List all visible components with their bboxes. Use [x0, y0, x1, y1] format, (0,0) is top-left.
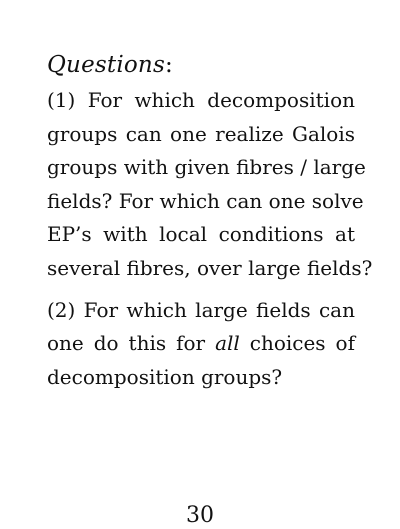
- questions-heading-word: Questions: [47, 52, 165, 78]
- page-number: 30: [186, 503, 214, 528]
- questions-heading: [47, 48, 355, 82]
- question-2-text: choices of: [239, 331, 355, 356]
- question-2-text: one do this for: [47, 331, 216, 356]
- question-1-line: (1) For which decomposition: [47, 88, 355, 112]
- question-2-paragraph: [47, 294, 355, 395]
- question-1-paragraph: [47, 84, 373, 286]
- questions-heading-colon: :: [164, 52, 173, 78]
- question-2-line: (2) For which large fields can: [47, 297, 355, 322]
- question-1-line: EP’s with local conditions at: [47, 222, 355, 247]
- question-1-line: fields? For which can one solve: [47, 188, 364, 213]
- emphasis-all: all: [215, 331, 240, 356]
- question-1-line: several fibres, over large fields?: [47, 255, 373, 280]
- question-1-line: groups can one realize Galois: [47, 121, 355, 146]
- document-page: [47, 48, 373, 394]
- question-1-line: groups with given fibres / large: [47, 155, 366, 180]
- question-2-line: [47, 327, 355, 361]
- question-2-line: decomposition groups?: [47, 364, 283, 389]
